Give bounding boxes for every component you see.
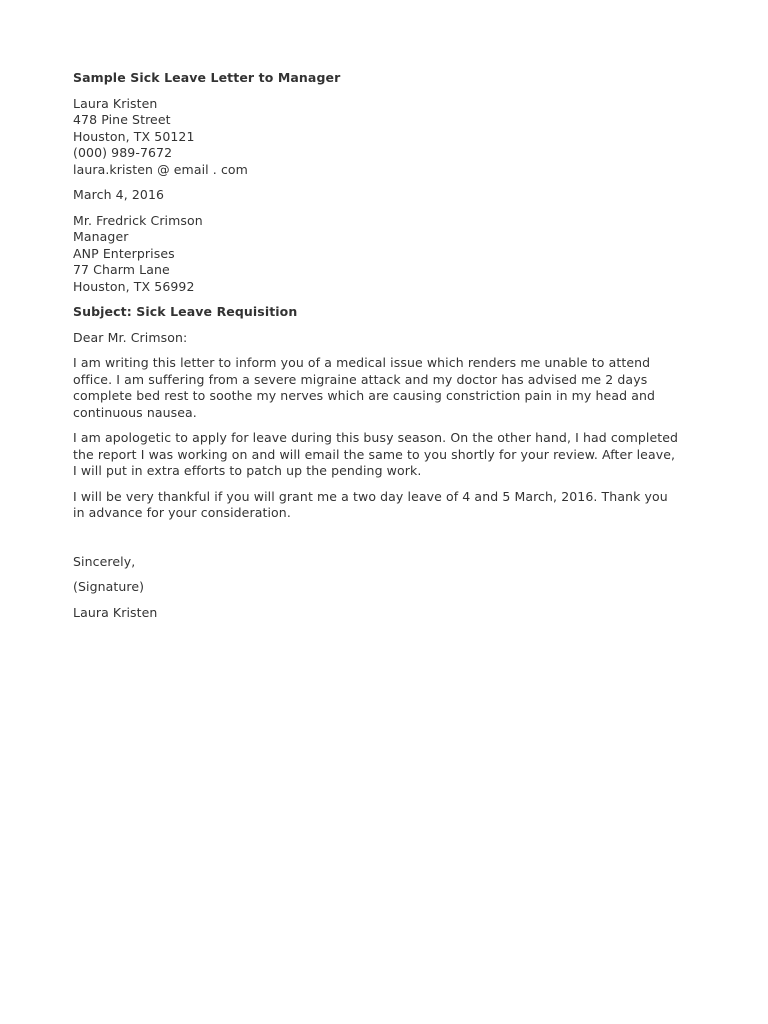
paragraph-1	[73, 355, 709, 421]
recipient-position: Manager	[73, 229, 129, 244]
paragraph-line: office. I am suffering from a severe migraine attack and my doctor has advised me 2 days	[73, 371, 648, 387]
recipient-address	[73, 213, 713, 296]
paragraph-line: I will put in extra efforts to patch up the pending work.	[73, 463, 422, 478]
paragraph-line: complete bed rest to soothe my nerves which are causing constriction pain in my head and	[73, 388, 656, 403]
sender-phone: (000) 989-7672	[73, 145, 173, 160]
paragraph-3	[73, 489, 709, 522]
signer-name: Laura Kristen	[73, 604, 158, 620]
recipient-street: 77 Charm Lane	[73, 262, 170, 277]
letter-body	[73, 70, 713, 621]
signature-placeholder: (Signature)	[73, 579, 145, 594]
letter-date: March 4, 2016	[73, 187, 165, 202]
paragraph-line: I will be very thankful if you will grant me a two day leave of 4 and 5 March, 2016. Thank you	[73, 488, 668, 504]
recipient-name: Mr. Fredrick Crimson	[73, 212, 203, 228]
paragraph-2	[73, 430, 709, 480]
paragraph-line: I am writing this letter to inform you of a medical issue which renders me unable to attend	[73, 355, 651, 370]
sender-address	[73, 96, 713, 179]
recipient-city: Houston, TX 56992	[73, 278, 195, 294]
paragraph-line: in advance for your consideration.	[73, 505, 291, 520]
letter-salutation: Dear Mr. Crimson:	[73, 329, 188, 345]
letter-closing: Sincerely,	[73, 553, 136, 569]
paragraph-line: I am apologetic to apply for leave during this busy season. On the other hand, I had completed	[73, 430, 679, 445]
letter-subject: Subject: Sick Leave Requisition	[73, 304, 298, 319]
sender-name: Laura Kristen	[73, 95, 158, 111]
sender-street: 478 Pine Street	[73, 112, 171, 127]
paragraph-line: continuous nausea.	[73, 404, 197, 420]
sender-email: laura.kristen @ email . com	[73, 161, 248, 177]
paragraph-line: the report I was working on and will email the same to you shortly for your review. After leave,	[73, 446, 676, 462]
recipient-company: ANP Enterprises	[73, 245, 175, 261]
sender-city: Houston, TX 50121	[73, 128, 195, 144]
document-title: Sample Sick Leave Letter to Manager	[73, 70, 341, 85]
